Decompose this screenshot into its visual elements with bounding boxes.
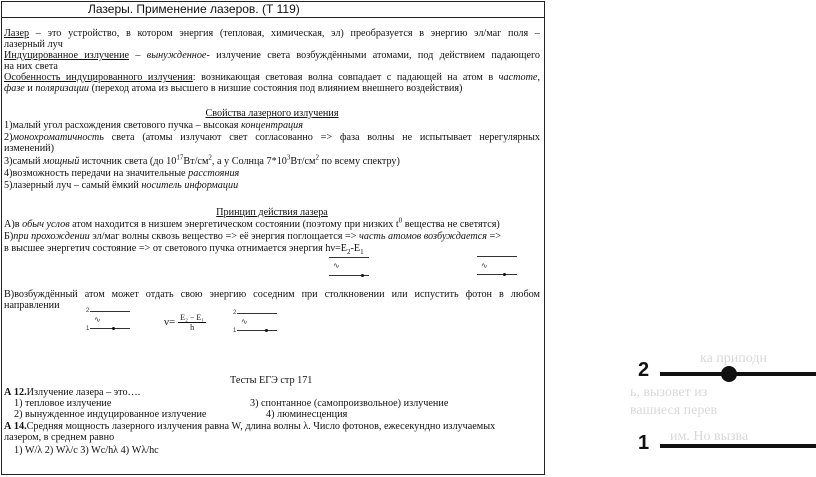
property-3-c: источник света (до 10 [79, 156, 177, 167]
property-1-text: 1)малый угол расхождения светового пучка – высокая [4, 120, 242, 131]
property-4-text: 4)возможность передачи на значительные [4, 168, 189, 179]
principle-b-8: -E [350, 243, 361, 254]
energy-level-diagram-a [475, 254, 519, 278]
property-2-text: света (атомы излучают свет согласованно => фаза волны не испытывает нерегулярных [103, 132, 540, 143]
question-12-option-4: 4) люминесценция [266, 409, 348, 420]
formula-denominator: h [190, 323, 195, 332]
ghost-text-2: ь, вызовет из [630, 385, 708, 400]
question-14-options: 1) W/λ 2) Wλ/c 3) Wc/hλ 4) Wλ/hc [14, 445, 159, 456]
principle-b-3: эл/маг волны сквозь вещество => её энергия поглощается => [89, 231, 360, 242]
principle-a-sup: 0 [398, 216, 403, 225]
laser-text-1: – это устройство, в котором энергия (тепловая, химическая, эл) преобразуется в энергию эл/маг поля – [29, 28, 540, 39]
property-2-num: 2) [4, 132, 13, 143]
principle-b [4, 231, 540, 242]
upper-level-line [329, 257, 369, 258]
property-3-i: Вт/см [290, 156, 316, 167]
principle-a [4, 216, 540, 230]
property-2 [4, 132, 540, 143]
property-5-italic: носитель информации [141, 180, 239, 191]
lower-level-line [90, 328, 130, 329]
principle-heading: Принцип действия лазера [216, 207, 328, 218]
principle-b-6: в высшее энергетич состояние => от светового пучка отнимается энергия hν=E [4, 243, 347, 254]
upper-level-line [477, 256, 517, 257]
feature-italic-2: фазе [4, 83, 25, 94]
energy-level-diagram-c [88, 308, 132, 332]
property-3-g: , а у Солнца 7*10 [211, 156, 287, 167]
property-3-k: по всему спектру) [318, 156, 400, 167]
energy-level-diagram-d [235, 310, 279, 334]
principle-v-1: В)возбуждённый атом может отдать свою энергию соседним при столкновении или испустить фотон в любом [4, 289, 540, 300]
tests-heading: Тесты ЕГЭ стр 171 [230, 375, 313, 386]
atom-dot [361, 274, 364, 277]
property-2-italic: монохроматичность [12, 132, 104, 143]
property-3-e: Вт/см [183, 156, 209, 167]
level-2-label: 2 [638, 359, 650, 381]
property-3-exp-3: 3 [286, 153, 291, 162]
feature-text-2b: (переход атома из высшего в низшие состояния под влиянием внешнего воздействия) [89, 83, 463, 94]
feature-line-2 [4, 83, 540, 94]
feature-text-2a: и [24, 83, 36, 94]
formula-numerator: E₂ − E₁ [180, 313, 205, 322]
ghost-text-3: вашиеся перев [630, 403, 718, 418]
property-3 [4, 153, 540, 167]
property-3-italic: мощный [42, 156, 80, 167]
principle-b-cont [4, 243, 364, 257]
principle-a-italic: обыч услов [22, 219, 70, 230]
formula-lhs: ν= [164, 316, 176, 329]
properties-heading: Свойства лазерного излучения [205, 108, 339, 119]
induced-definition-line-2: на них света [4, 61, 58, 72]
wave-icon: ∿ [241, 317, 248, 326]
laser-definition-line-1 [4, 28, 540, 39]
principle-b-sub-1: 2 [347, 248, 351, 257]
question-12-text: Излучение лазера – это…. [26, 387, 141, 398]
induced-definition-line-1 [4, 50, 540, 61]
principle-b-italic-2: часть атомов возбуждается [359, 231, 487, 242]
atom-dot [503, 273, 506, 276]
property-4-italic: расстояния [188, 168, 240, 179]
property-5-text: 5)лазерный луч – самый ёмкий [4, 180, 142, 191]
wave-icon: ∿ [94, 315, 101, 324]
question-12-option-3: 3) спонтанное (самопроизвольное) излучение [250, 398, 449, 409]
question-12-label: А 12. [4, 387, 27, 398]
photon-energy-formula [164, 313, 206, 333]
atom-dot [721, 366, 737, 382]
wave-icon: ∿ [333, 261, 340, 270]
principle-b-italic-1: при прохождении [13, 231, 90, 242]
feature-term: Особенность индуцированного излучения [4, 72, 193, 83]
property-2-cont: изменений) [4, 143, 55, 154]
question-14-cont: лазером, в среднем равно [4, 432, 115, 443]
formula-fraction [178, 313, 206, 332]
property-3-a: 3)самый [4, 156, 43, 167]
question-14 [4, 421, 540, 432]
atom-dot [112, 327, 115, 330]
principle-b-5: => [486, 231, 502, 242]
question-12-option-2: 2) вынужденное индуцированное излучение [14, 409, 207, 420]
property-1 [4, 120, 540, 131]
energy-level-diagram-large [630, 347, 816, 477]
laser-term: Лазер [4, 28, 30, 39]
property-4 [4, 168, 540, 179]
property-3-exp-1: 17 [176, 153, 184, 162]
feature-italic-3: поляризации [35, 83, 90, 94]
level-2-label: 2 [233, 310, 237, 316]
principle-b-1: Б) [4, 231, 14, 242]
induced-text-1: - излучение света возбуждёнными атомами, под действием падающего [206, 50, 540, 61]
property-5 [4, 180, 540, 191]
upper-level-line [90, 311, 130, 312]
ghost-text-4: им. Но вызва [670, 429, 749, 444]
principle-a-1: А)в [4, 219, 23, 230]
lower-level-line [477, 274, 517, 275]
feature-text-1: : возникающая световая волна совпадает с падающей на атом в [192, 72, 499, 83]
feature-italic-1: частоте [498, 72, 538, 83]
property-3-exp-2: 2 [208, 153, 212, 162]
property-1-italic: концентрация [241, 120, 303, 131]
energy-level-diagram-b [327, 254, 371, 278]
laser-definition-line-2: лазерный луч [4, 39, 63, 50]
principle-v-2: направлении [4, 300, 60, 311]
induced-italic: вынужденное [146, 50, 207, 61]
induced-dash: – [129, 50, 147, 61]
principle-b-sub-2: 1 [360, 248, 364, 257]
feature-line-1 [4, 72, 540, 83]
property-3-exp-4: 2 [315, 153, 319, 162]
question-12 [4, 387, 540, 398]
principle-a-3: атом находится в низшем энергетическом состоянии (поэтому при низких t [69, 219, 399, 230]
level-2-label: 2 [86, 308, 90, 314]
page-title: Лазеры. Применение лазеров. (Т 119) [1, 1, 545, 18]
wave-icon: ∿ [481, 261, 488, 270]
lower-level-line [660, 444, 816, 448]
question-14-label: А 14. [4, 421, 27, 432]
upper-level-line [660, 372, 816, 376]
principle-a-5: вещества не светятся) [402, 219, 500, 230]
feature-text-1b: , [537, 72, 540, 83]
question-12-option-1: 1) тепловое излучение [14, 398, 112, 409]
ghost-text-1: ка приподн [700, 351, 767, 366]
induced-term: Индуцированное излучение [4, 50, 130, 61]
question-14-text: Средняя мощность лазерного излучения равна W, длина волны λ. Число фотонов, ежесекундно излучаемых [26, 421, 496, 432]
upper-level-line [237, 313, 277, 314]
lower-level-line [237, 330, 277, 331]
level-1-label: 1 [86, 326, 90, 332]
atom-dot [265, 329, 268, 332]
level-1-label: 1 [233, 328, 237, 334]
level-1-label: 1 [638, 432, 650, 454]
